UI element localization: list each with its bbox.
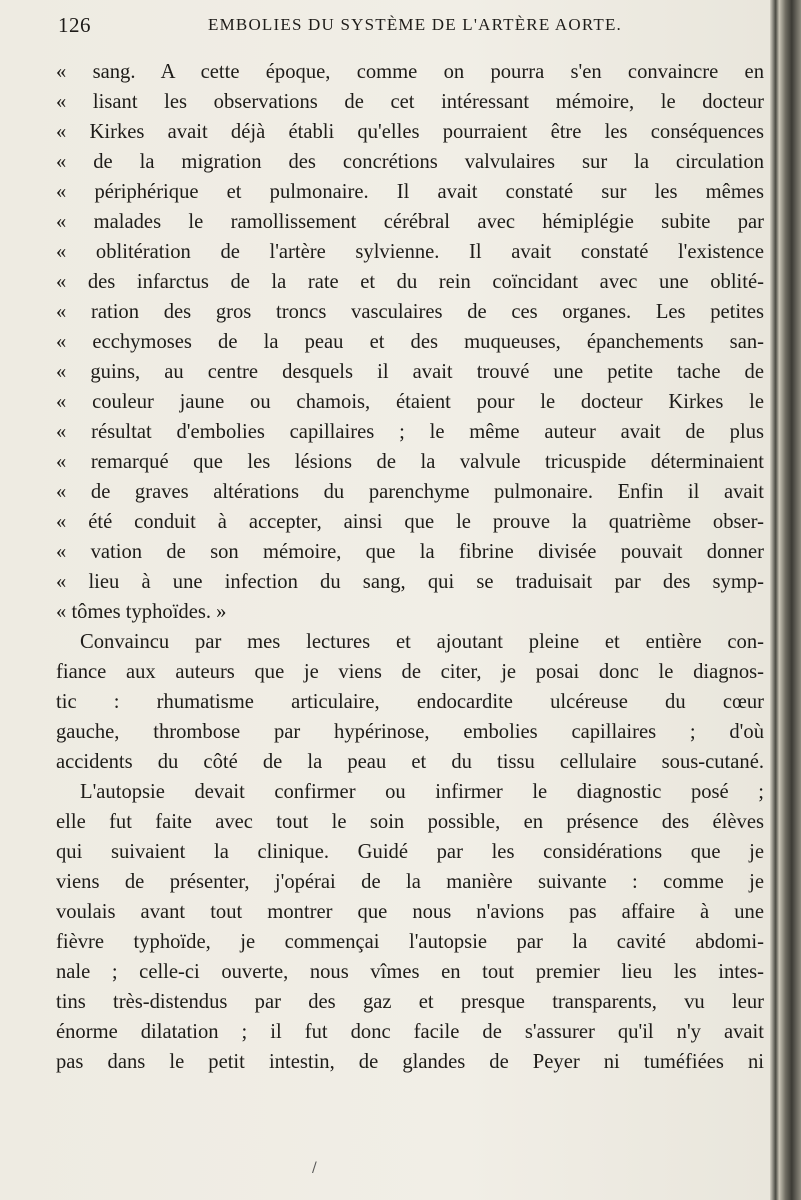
text-line: énorme dilatation ; il fut donc facile de s'assurer qu'il n'y avait [56, 1021, 764, 1043]
text-line: qui suivaient la clinique. Guidé par les considérations que je [56, 841, 764, 863]
text-line: « tômes typhoïdes. » [56, 601, 227, 623]
text-line: elle fut faite avec tout le soin possible, en présence des élèves [56, 811, 764, 833]
text-line: tic : rhumatisme articulaire, endocardite ulcéreuse du cœur [56, 691, 764, 713]
text-line: gauche, thrombose par hypérinose, embolies capillaires ; d'où [56, 721, 764, 743]
page-binding-edge [770, 0, 801, 1200]
text-line: fiance aux auteurs que je viens de citer, je posai donc le diagnos- [56, 661, 764, 683]
text-line: pas dans le petit intestin, de glandes de Peyer ni tuméfiées ni [56, 1051, 764, 1073]
text-line: fièvre typhoïde, je commençai l'autopsie par la cavité abdomi- [56, 931, 764, 953]
text-line: « de graves altérations du parenchyme pulmonaire. Enfin il avait [56, 481, 764, 503]
text-line: « résultat d'embolies capillaires ; le même auteur avait de plus [56, 421, 764, 443]
text-line: « malades le ramollissement cérébral avec hémiplégie subite par [56, 211, 764, 233]
text-line: « oblitération de l'artère sylvienne. Il avait constaté l'existence [56, 241, 764, 263]
text-line: « remarqué que les lésions de la valvule tricuspide déterminaient [56, 451, 764, 473]
text-line: tins très-distendus par des gaz et presque transparents, vu leur [56, 991, 764, 1013]
text-line: « guins, au centre desquels il avait trouvé une petite tache de [56, 361, 764, 383]
text-line: Convaincu par mes lectures et ajoutant pleine et entière con- [80, 631, 764, 653]
text-line: « vation de son mémoire, que la fibrine divisée pouvait donner [56, 541, 764, 563]
running-title: EMBOLIES DU SYSTÈME DE L'ARTÈRE AORTE. [208, 15, 623, 34]
text-line: « des infarctus de la rate et du rein coïncidant avec une oblité- [56, 271, 764, 293]
text-line: viens de présenter, j'opérai de la manière suivante : comme je [56, 871, 764, 893]
text-line: nale ; celle-ci ouverte, nous vîmes en tout premier lieu les intes- [56, 961, 764, 983]
text-line: « ecchymoses de la peau et des muqueuses, épanchements san- [56, 331, 764, 353]
text-line: accidents du côté de la peau et du tissu cellulaire sous-cutané. [56, 751, 764, 773]
text-line: voulais avant tout montrer que nous n'avions pas affaire à une [56, 901, 764, 923]
text-line: « lieu à une infection du sang, qui se traduisait par des symp- [56, 571, 764, 593]
text-line: L'autopsie devait confirmer ou infirmer le diagnostic posé ; [80, 781, 764, 803]
text-line: « Kirkes avait déjà établi qu'elles pourraient être les conséquences [56, 121, 764, 143]
text-line: « périphérique et pulmonaire. Il avait constaté sur les mêmes [56, 181, 764, 203]
text-line: « de la migration des concrétions valvulaires sur la circulation [56, 151, 764, 173]
text-line: « couleur jaune ou chamois, étaient pour le docteur Kirkes le [56, 391, 764, 413]
text-line: « sang. A cette époque, comme on pourra s'en convaincre en [56, 61, 764, 83]
text-line: « été conduit à accepter, ainsi que le prouve la quatrième obser- [56, 511, 764, 533]
page-header [58, 13, 758, 43]
ink-mark: / [312, 1160, 317, 1176]
text-line: « ration des gros troncs vasculaires de ces organes. Les petites [56, 301, 764, 323]
text-line: « lisant les observations de cet intéressant mémoire, le docteur [56, 91, 764, 113]
page-number: 126 [58, 13, 91, 37]
